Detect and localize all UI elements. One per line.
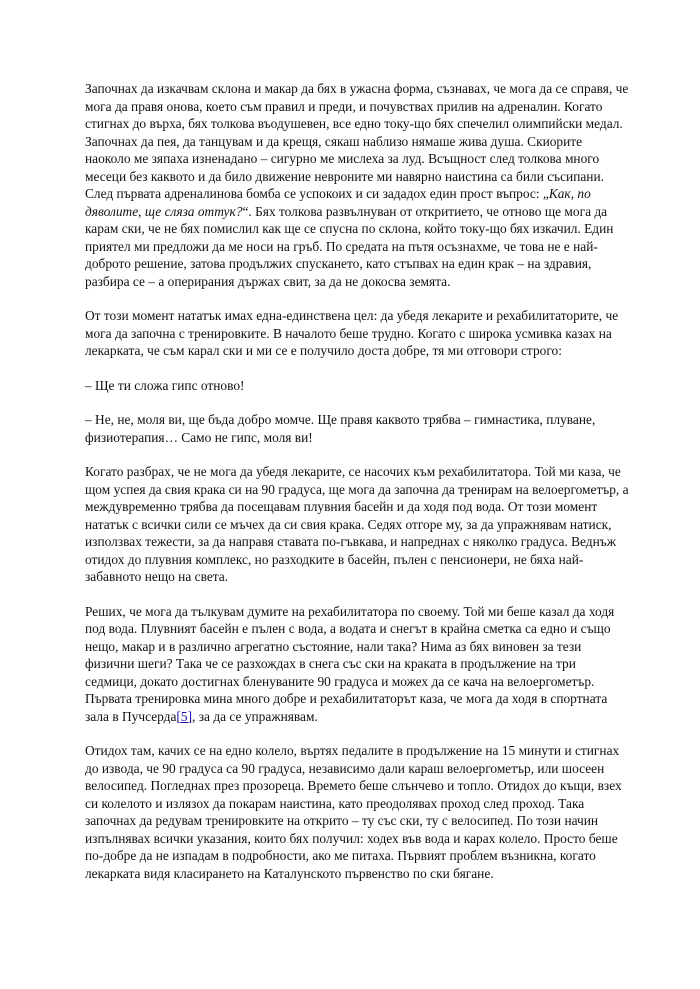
footnote-link-5[interactable]: [5] bbox=[176, 708, 193, 724]
paragraph-climb-text-a: Започнах да изкачвам склона и макар да бях в ужасна форма, съзнавах, че мога да се справя, че мога да правя онова, което съм правил и преди, и почувствах прилив на адреналин. Когато стигнах до върха, бях толкова въодушевен, все едно току-що бях спечелил олимпийски медал. Започнах да пея, да танцувам и да крещя, сякаш наблизо нямаше жива душа. Скиорите наоколо ме зяпаха изненадано – сигурно ме мислеха за луд. Всъщност след толкова много месеци без каквото и да било движение невроните ми навярно наистина са били съсипани. След първата адреналинова бомба се успокоих и си зададох един прост въпрос: „ bbox=[85, 81, 629, 201]
paragraph-climb-text-b: “. Бях толкова развълнуван от откритието, че отново ще мога да карам ски, че не бях помислил как ще се спусна по склона, който току-що бях изкачил. Един приятел ми предложи да ме носи на гръб. По средата на пътя осъзнахме, че това не е най-доброто решение, затова продължих спускането, като стъпвах на един крак – на здравия, разбира се – а оперирания държах свит, за да не докосва земята. bbox=[85, 203, 614, 289]
paragraph-snow-water-text-b: , за да се упражнявам. bbox=[192, 708, 318, 724]
paragraph-rehabilitator: Когато разбрах, че не мога да убедя лекарите, се насочих към рехабилитатора. Той ми каза, че щом успея да свия крака си на 90 градуса, ще мога да започна да тренирам на велоергометър, а междувременно трябва да посещавам плувния басейн и да ходя под вода. От този момент нататък с всички сили се мъчех да си свия крака. Седях отгоре му, за да упражнявам натиск, използвах тежести, за да направя ставата по-гъвкава, и напреднах с няколко градуса. Веднъж отидох до плувния комплекс, но разходките в басейн, пълен с пенсионери, не бяха най-забавното нещо на света. bbox=[85, 464, 629, 584]
paragraph-goal: От този момент нататък имах една-единствена цел: да убедя лекарите и рехабилитаторите, че мога да започна с тренировките. В началото беше трудно. Когато с широка усмивка казах на лекарката, че съм карал ски и ми се е получило доста добре, тя ми отговори строго: bbox=[85, 308, 619, 358]
paragraph-snow-water-text-a: Реших, че мога да тълкувам думите на рехабилитатора по своему. Той ми беше казал да ходя под вода. Плувният басейн е пълен с вода, а водата и снегът в крайна сметка са едно и също нещо, макар и в различно агрегатно състояние, нали така? Нима аз бях виновен за тези физични шеги? Така че се разхождах в снега със ски на краката в продължение на три седмици, докато достигнах бленуваните 90 градуса и можех да се кача на велоергометър. Първата тренировка мина много добре и рехабилитаторът каза, че мога да ходя в спортната зала в Пучсерда bbox=[85, 603, 615, 724]
paragraph-cycling: Отидох там, качих се на едно колело, въртях педалите в продължение на 15 минути и стигнах до извода, че 90 градуса са 90 градуса, независимо дали караш велоергометър, или шосеен велосипед. Погледнах през прозореца. Времето беше слънчево и топло. Отидох до къщи, взех си колелото и излязох да покарам наистина, като преодолявах проход след проход. Така започнах да редувам тренировките на открито – ту със ски, ту с велосипед. По този начин изпълнявах всички указания, които бях получил: ходех във вода и карах колело. Просто беше по-добре да не изпадам в подробности, ако ме питаха. Първият проблем възникна, когато лекарката видя класирането на Каталунското първенство по ски бягане. bbox=[85, 743, 622, 881]
dialog-line-reply: – Не, не, моля ви, ще бъда добро момче. Ще правя каквото трябва – гимнастика, плуване, физиотерапия… Само не гипс, моля ви! bbox=[85, 412, 596, 445]
dialog-line-doctor: – Ще ти сложа гипс отново! bbox=[85, 377, 245, 393]
paragraph-climb bbox=[85, 80, 630, 290]
document-page bbox=[85, 80, 630, 899]
italic-quote: Как, по дяволите, ще сляза оттук? bbox=[85, 186, 591, 219]
paragraph-snow-water bbox=[85, 603, 630, 726]
